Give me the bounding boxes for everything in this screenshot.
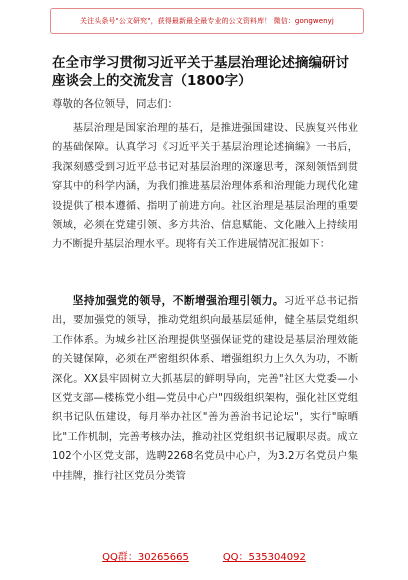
promo-banner [50,8,364,34]
qq-contact-link[interactable]: QQ：535304092 [222,552,306,563]
paragraph-party-leadership [52,291,358,486]
promo-banner-text: 关注头条号"公文研究"，获得最新最全最专业的公文资料库！ 微信：gongwenyj [80,17,334,25]
salutation: 尊敬的各位领导，同志们： [52,98,178,110]
contact-footer [0,548,408,563]
paragraph-heading: 坚持加强党的领导，不断增强治理引领力。 [72,294,284,307]
paragraph-intro: 基层治理是国家治理的基石，是推进强国建设、民族复兴伟业的基础保障。认真学习《习近平关于基层治理论述摘编》一书后，我深刻感受到习近平总书记对基层治理的深邃思考，深刻领悟到贯穿其中的科学内涵，为我们推进基层治理体系和治理能力现代化建设提供了根本遵循、指明了前进方向。社区治理是基层治理的重要领域，必须在党建引领、多方共治、信息赋能、文化融入上持续用力不断提升基层治理水平。现将有关工作进展情况汇报如下： [52,122,358,251]
qq-group-link[interactable]: QQ群：30265665 [102,552,189,563]
paragraph-body: 习近平总书记指出，要加强党的领导，推动党组织向最基层延伸，健全基层党组织工作体系。为城乡社区治理提供坚强保证党的建设是基层治理效能的关键保障，必须在严密组织体系、增强组织力上久久为功，不断深化。XX县牢固树立大抓基层的鲜明导向，完善"社区大党委—小区党支部—楼栋党小组—党员中心户"四级组织架构，强化社区党组织书记队伍建设，每月举办社区"善为善治书记论坛"，实行"晾晒比"工作机制，完善考核办法，推动社区党组织书记履职尽责。成立102个小区党支部，选聘2268名党员中心户，为3.2万名党员户集中挂牌，推行社区党员分类管 [52,295,359,482]
document-title: 在全市学习贯彻习近平关于基层治理论述摘编研讨座谈会上的交流发言（1800字） [52,55,349,89]
